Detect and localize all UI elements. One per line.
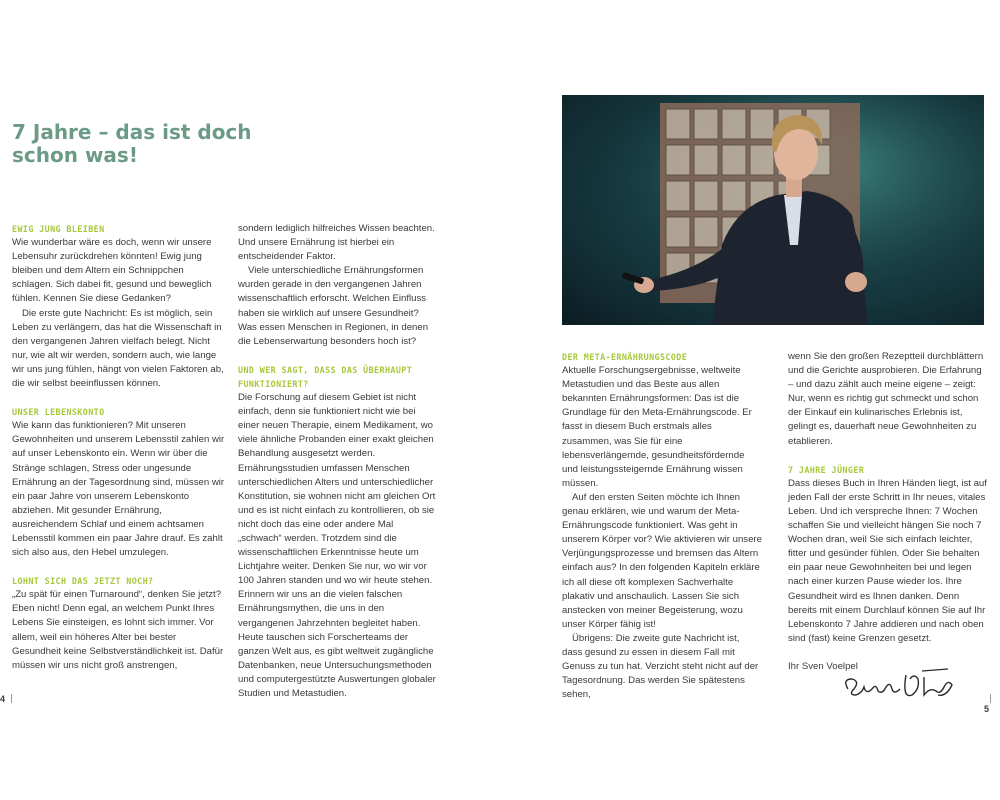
paragraph: sondern lediglich hilfreiches Wissen beachten. Und unsere Ernährung ist hierbei ein entscheidender Faktor. — [238, 223, 435, 263]
section-heading: LOHNT SICH DAS JETZT NOCH? — [12, 576, 154, 587]
signature-drawing — [840, 665, 960, 705]
paragraph: Wie kann das funktionieren? Mit unseren Gewohnheiten und unserem Lebensstil zahlen wir auf unser Lebenskonto ein. Wenn wir über die Stränge schlagen, Stress oder ungesunde Ernährung an der Tagesordnung sind, müssen wir ein paar Jahre von unserem Lebenskonto abziehen. Mit gesunder Ernährung, ausreichendem Schlaf und einem achtsamen Lebensstil kommen ein paar Jahre drauf. Es zahlt sich also aus, den Hebel umzulegen. — [12, 420, 225, 559]
speaker-illustration — [562, 95, 984, 325]
page-number: 4 — [0, 694, 6, 704]
page-number-right — [984, 694, 1000, 714]
text-column-2 — [238, 222, 438, 701]
paragraph: Aktuelle Forschungsergebnisse, weltweite Metastudien und das Beste aus allen bekannten Ernährungsformen: Das ist die Grundlage für den Meta-Ernährungscode. Er fasst in diesem Buch erstmals alles zusammen, was Sie für eine lebensverlängernde, gesundheitsfördernde und leistungssteigernde Ernährung wissen müssen. — [562, 365, 752, 489]
text-column-1 — [12, 222, 227, 673]
paragraph: Auf den ersten Seiten möchte ich Ihnen genau erklären, wie und warum der Meta-Ernährungscode funktioniert. Was geht in unserem Körper vor? Wie aktivieren wir unsere Verjüngungsprozesse und bremsen das Altern einfach aus? In den folgenden Kapiteln erkläre ich all diese oft komplexen Sachverhalte plakativ und anschaulich. Lassen Sie sich anstecken von meiner Begeisterung, wozu unser Körper fähig ist! — [562, 491, 762, 630]
paragraph: Übrigens: Die zweite gute Nachricht ist, dass gesund zu essen in diesem Fall mit Genuss zu tun hat. Verzicht steht nicht auf der Tagesordnung. Das werden Sie spätestens sehen, — [562, 632, 759, 701]
section-heading: DER META-ERNÄHRUNGSCODE — [562, 352, 688, 362]
speaker-photo — [562, 95, 984, 325]
paragraph: Dass dieses Buch in Ihren Händen liegt, ist auf jeden Fall der erste Schritt in Ihr neues, vitales Leben. Und ich verspreche Ihnen: 7 Wochen schaffen Sie und vielleicht hängen Sie noch 7 Wochen dran, weil Sie sich einfach leichter, fitter und gesünder fühlen. Oder Sie behalten ein paar neue Gewohnheiten bei und legen nach einer kurzen Pause wieder los. Ihre Gesundheit wird es Ihnen danken. Denn bereits mit einem Durchlauf können Sie auf Ihr Lebenskonto 7 Jahre addieren und nach oben sind (fast) keine Grenzen gesetzt. — [788, 477, 987, 644]
text-column-4 — [788, 350, 988, 674]
paragraph: Die erste gute Nachricht: Es ist möglich, sein Leben zu verlängern, das hat die Wissenschaft in den vergangenen Jahren vielfach belegt. Nicht nur, wie alt wir werden, sondern auch, wie lange wir uns jung fühlen, hängt von vielen Faktoren ab, die wir selbst beeinflussen können. — [12, 307, 224, 390]
text-column-3 — [562, 350, 762, 702]
section-heading: EWIG JUNG BLEIBEN — [12, 224, 105, 234]
section-heading: UND WER SAGT, DASS DAS ÜBERHAUPT FUNKTIONIERT? — [238, 364, 413, 389]
section-heading: 7 JAHRE JÜNGER — [788, 464, 865, 475]
page-title: 7 Jahre – das ist doch schon was! — [12, 120, 252, 167]
paragraph: wenn Sie den großen Rezeptteil durchblättern und die Gerichte ausprobieren. Die Erfahrung – und dazu zählt auch meine eigene – zeigt: Nur, wenn es richtig gut schmeckt und schon der Einkauf ein kulinarisches Erlebnis ist, gelingt es, dauerhaft neue Gewohnheiten zu etablieren. — [788, 351, 984, 447]
page-number: 5 — [984, 704, 990, 714]
section-heading: UNSER LEBENSKONTO — [12, 407, 105, 418]
right-page — [500, 0, 1000, 800]
signature — [840, 665, 960, 710]
folio-rule — [11, 694, 12, 703]
folio-rule — [990, 694, 991, 703]
paragraph: Wie wunderbar wäre es doch, wenn wir unsere Lebensuhr zurückdrehen könnten! Ewig jung bleiben und dem Altern ein Schnippchen schlagen. Sich dabei fit, gesund und beweglich fühlen. Kennen Sie diese Gedanken? — [12, 237, 212, 305]
closing-line: Ihr Sven Voelpel — [788, 660, 858, 672]
paragraph: Viele unterschiedliche Ernährungsformen wurden gerade in den vergangenen Jahren wissenschaftlich erforscht. Welchen Einfluss haben sie wirklich auf unsere Gesundheit? Was essen Menschen in Regionen, in denen die Lebenserwartung besonders hoch ist? — [238, 265, 429, 347]
paragraph: „Zu spät für einen Turnaround“, denken Sie jetzt? Eben nicht! Denn egal, an welchem Punkt Ihres Lebens Sie einsteigen, es lohnt sich immer. Vor allem, weil ein höheres Alter bei bester Gesundheit keine Selbstverständlichkeit ist. Dafür müssen wir uns nicht groß anstrengen, — [12, 589, 224, 671]
paragraph: Die Forschung auf diesem Gebiet ist nicht einfach, denn sie funktioniert nicht wie bei einer neuen Therapie, einem Medikament, wo viele ähnliche Probanden einer exakt gleichen Behandlung ausgesetzt werden. Ernährungsstudien umfassen Menschen unterschiedlichen Alters und unterschiedlicher Konstitution, sie wohnen nicht am gleichen Ort und es ist nicht einfach zu kontrollieren, ob sie nicht doch das eine oder andere Mal „schwach“ werden. Trotzdem sind die wissenschaftlichen Erkenntnisse heute um Lichtjahre weiter. Denken Sie nur, wo wir vor 100 Jahren standen und wo wir heute stehen. Erinnern wir uns an die vielen falschen Ernährungsmythen, die uns in den vergangenen Jahrzehnten begleitet haben. Heute tauschen sich Forscherteams der ganzen Welt aus, es gibt weltweit zugängliche Datenbanken, neue Untersuchungsmethoden und computergestützte Auswertungen globaler Studien und Metastudien. — [238, 392, 436, 699]
page-number-left — [0, 694, 18, 704]
